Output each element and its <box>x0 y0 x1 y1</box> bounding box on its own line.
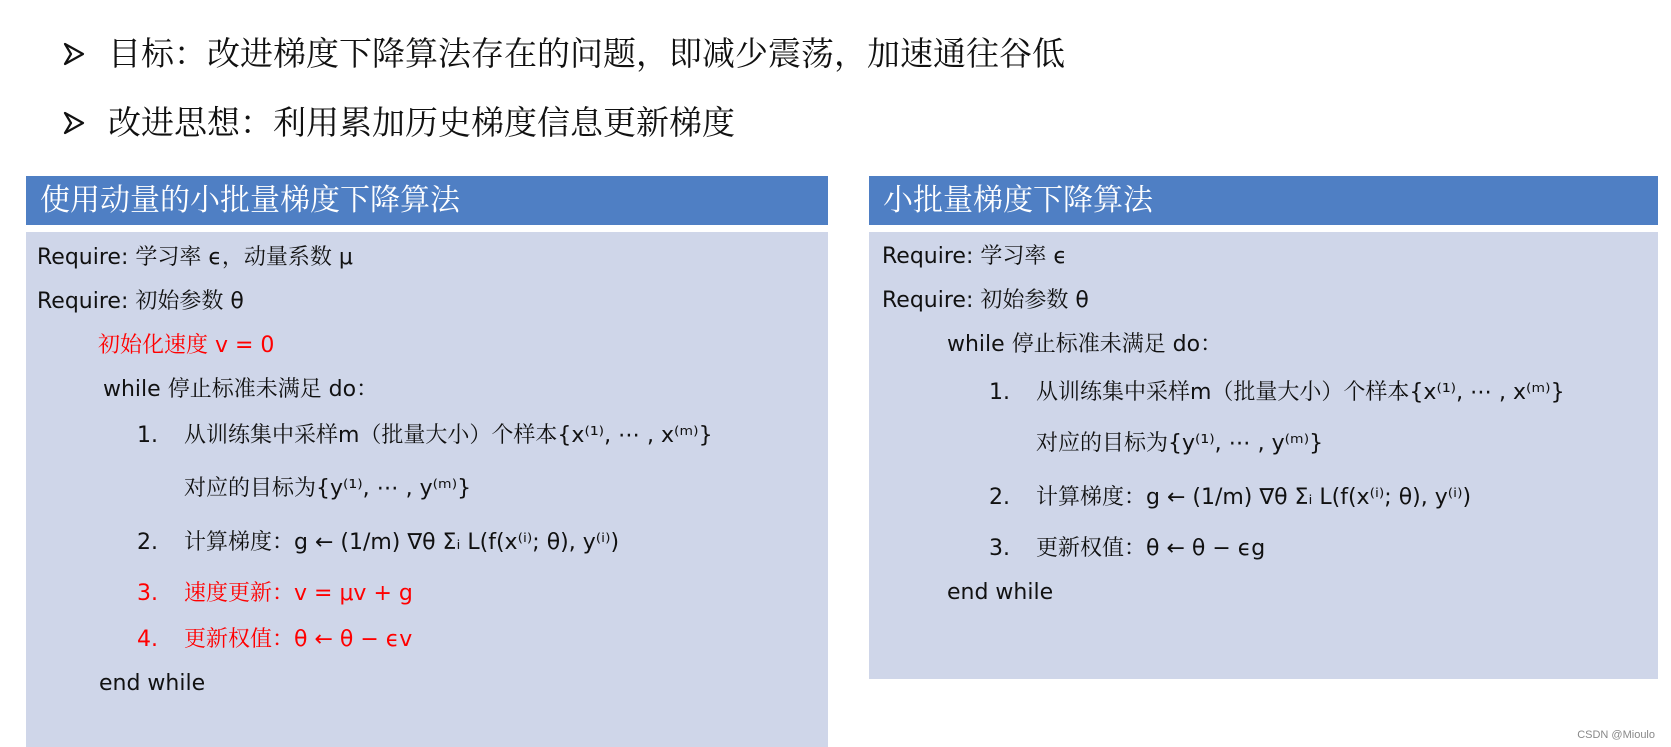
bullet-goal-text: 目标：改进梯度下降算法存在的问题，即减少震荡，加速通往谷低 <box>108 34 1065 73</box>
panel-body: Require: 学习率 ϵ Require: 初始参数 θ while 停止标准未满足 do： 1. 从训练集中采样m（批量大小）个样本{x⁽¹⁾, ⋯ , x⁽ᵐ⁾} 对应的目标为{y⁽¹⁾, ⋯ , y⁽ᵐ⁾} 2. 计算梯度：g ← (1/m) ∇θ Σᵢ L(f(x⁽ⁱ⁾; θ), y⁽ⁱ⁾) 3. 更新权值：θ ← θ − ϵg end while <box>869 231 1658 679</box>
arrow-bullet-icon <box>62 110 86 136</box>
watermark: CSDN @Mioulo <box>1577 729 1655 741</box>
init-velocity: 初始化速度 v = 0 <box>98 333 275 358</box>
end-while: end while <box>99 671 206 696</box>
bullet-idea-text: 改进思想：利用累加历史梯度信息更新梯度 <box>108 103 735 142</box>
bullet-idea <box>62 103 735 143</box>
arrow-bullet-icon <box>62 41 86 67</box>
panel-title: 小批量梯度下降算法 <box>869 176 1658 225</box>
bullet-goal <box>62 34 1065 74</box>
panel-title: 使用动量的小批量梯度下降算法 <box>26 176 828 225</box>
end-while: end while <box>947 580 1054 605</box>
require-initial-params: Require: 初始参数 θ <box>37 289 244 314</box>
while-line: while 停止标准未满足 do： <box>103 377 379 402</box>
require-learning-rate: Require: 学习率 ϵ，动量系数 μ <box>37 245 353 270</box>
require-learning-rate: Require: 学习率 ϵ <box>882 244 1067 269</box>
minibatch-sgd-panel <box>869 176 1658 679</box>
panel-body: Require: 学习率 ϵ，动量系数 μ Require: 初始参数 θ 初始化速度 v = 0 while 停止标准未满足 do： 1. 从训练集中采样m（批量大小）个样本{x⁽¹⁾, ⋯ , x⁽ᵐ⁾} 对应的目标为{y⁽¹⁾, ⋯ , y⁽ᵐ⁾} 2. 计算梯度：g ← (1/m) ∇θ Σᵢ L(f(x⁽ⁱ⁾; θ), y⁽ⁱ⁾) 3. 速度更新：v = μv + g 4. 更新权值：θ ← θ − ϵv end while <box>26 231 828 747</box>
while-line: while 停止标准未满足 do： <box>947 332 1223 357</box>
require-initial-params: Require: 初始参数 θ <box>882 288 1089 313</box>
momentum-sgd-panel <box>26 176 828 747</box>
